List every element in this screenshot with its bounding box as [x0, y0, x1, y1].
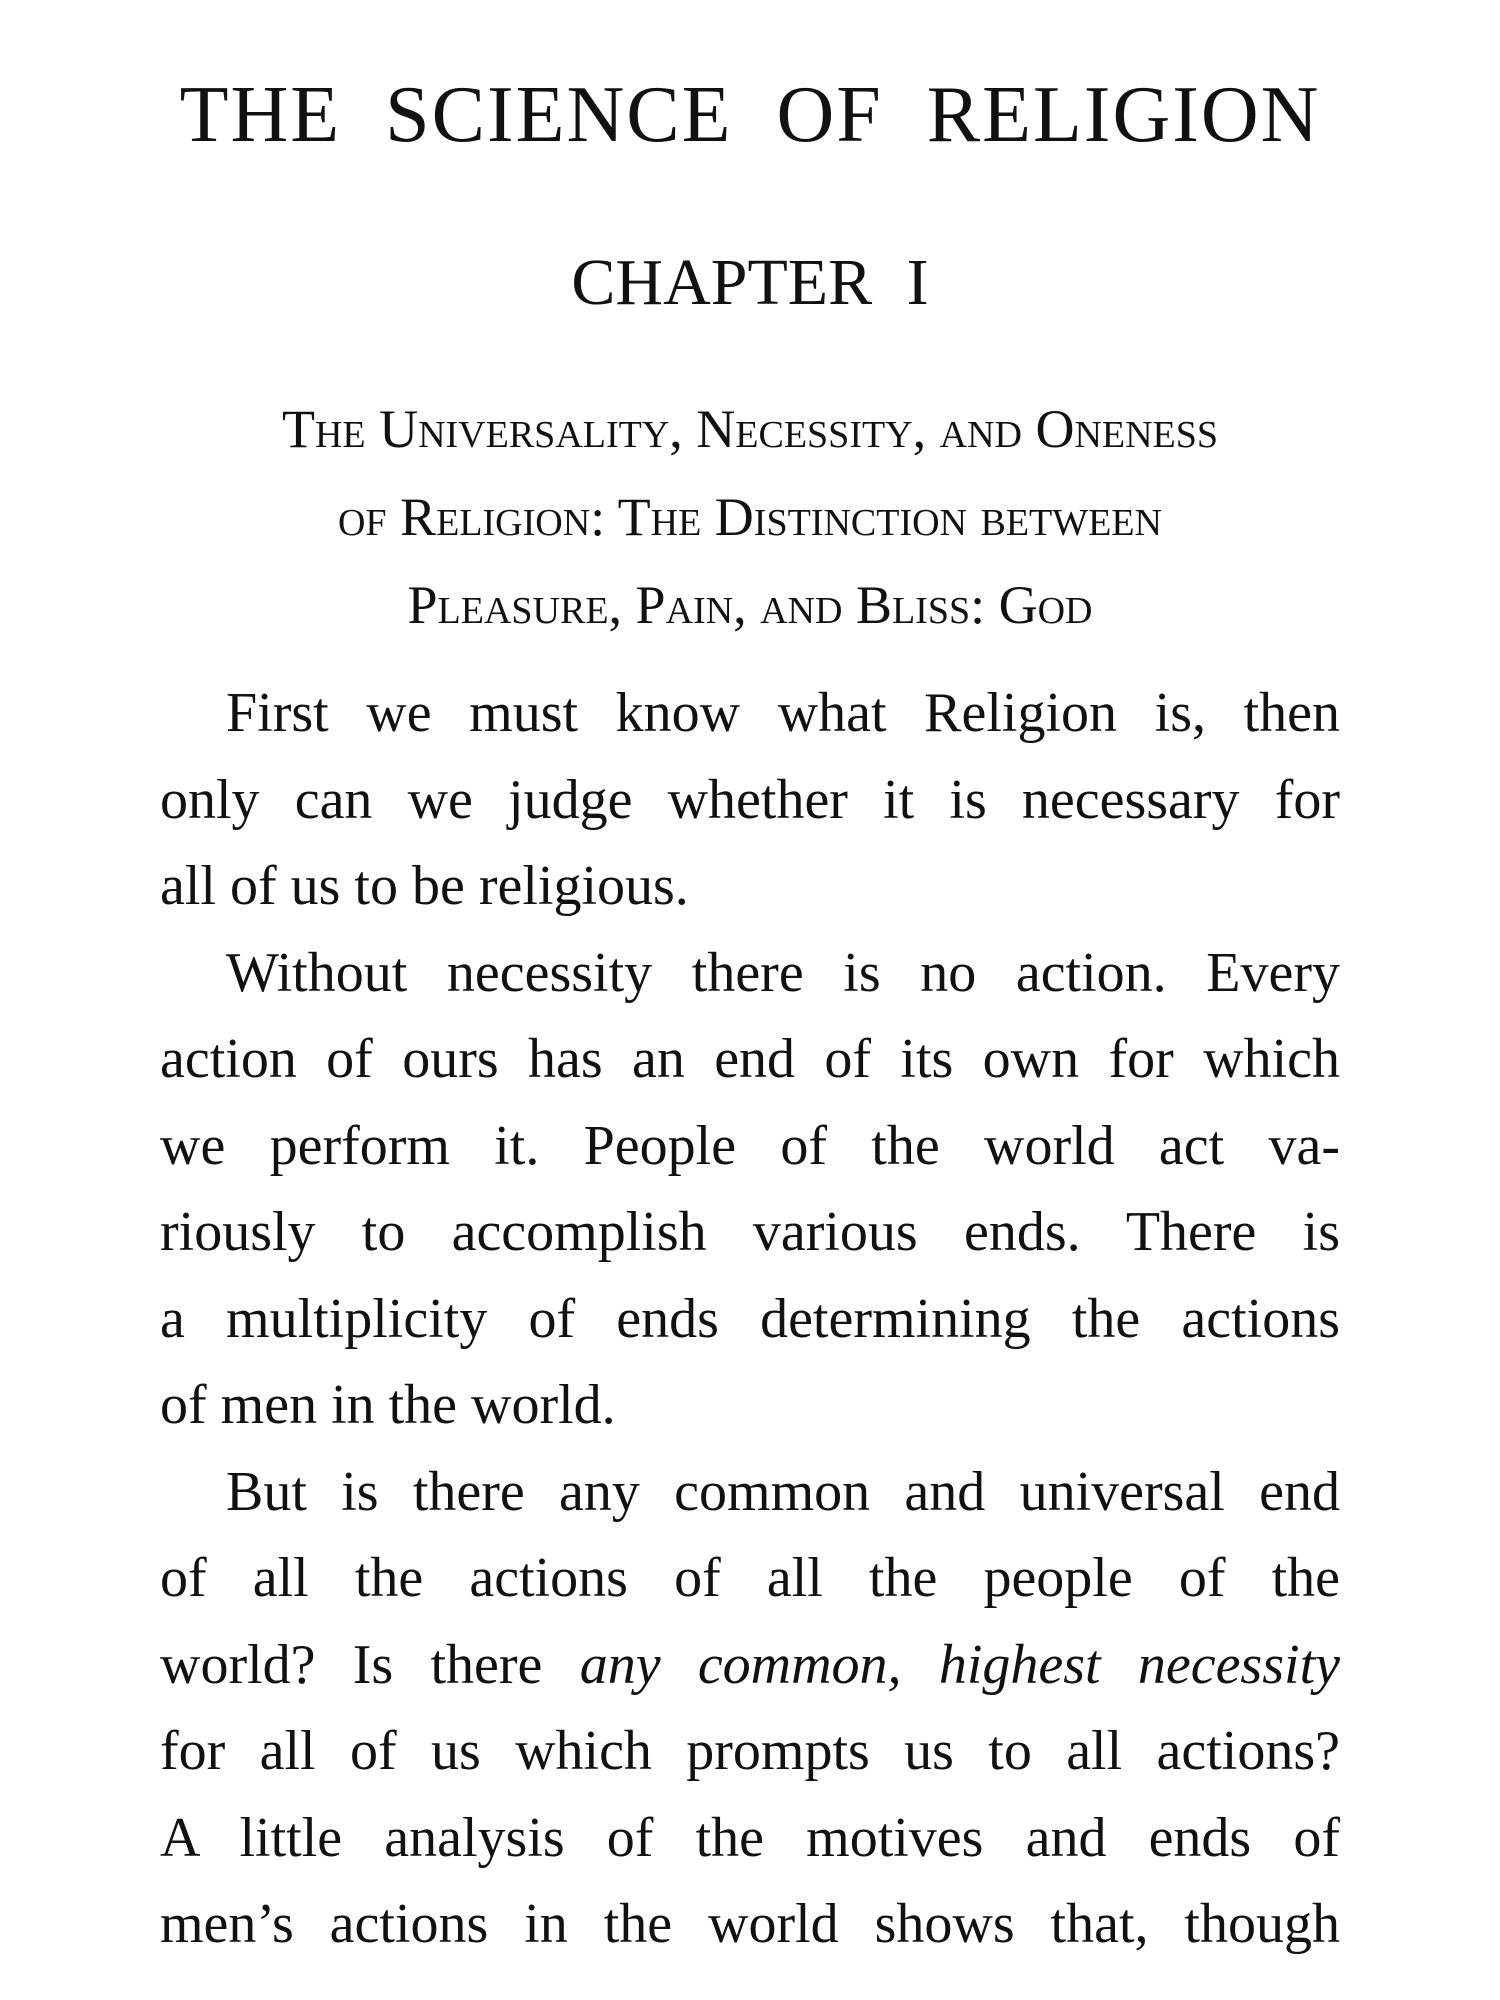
paragraph [160, 930, 1340, 1449]
emphasized-text: any common, highest necessity [579, 1633, 1340, 1696]
text-line: men’s actions in the world shows that, though [160, 1893, 1340, 1955]
text-line: A little analysis of the motives and ends of [160, 1806, 1340, 1869]
text-line [160, 1622, 1340, 1709]
text-line: Without necessity there is no action. Every [226, 941, 1340, 1004]
text-line: a multiplicity of ends determining the actions [160, 1287, 1340, 1350]
body-text [160, 670, 1340, 1968]
text-line: First we must know what Religion is, then [226, 682, 1340, 744]
text-line: we perform it. People of the world act va- [160, 1114, 1340, 1177]
text-line: But is there any common and universal end [226, 1460, 1340, 1523]
subtitle-line: The Universality, Necessity, and Oneness [281, 399, 1219, 459]
subtitle-line: Pleasure, Pain, and Bliss: God [407, 575, 1093, 635]
book-title: THE SCIENCE OF RELIGION [179, 71, 1321, 159]
text-line: of all the actions of all the people of the [160, 1547, 1340, 1609]
paragraph [160, 1449, 1340, 1968]
text-line: for all of us which prompts us to all actions? [160, 1720, 1340, 1782]
text-line: all of us to be religious. [160, 855, 689, 917]
text-line: action of ours has an end of its own for which [160, 1028, 1340, 1090]
paragraph [160, 670, 1340, 930]
text-line: only can we judge whether it is necessary for [160, 768, 1340, 831]
text-line: riously to accomplish various ends. There is [160, 1201, 1340, 1263]
chapter-subtitle [160, 385, 1340, 649]
chapter-heading: CHAPTER I [571, 246, 929, 319]
subtitle-line: of Religion: The Distinction between [337, 487, 1162, 547]
text-segment: world? Is there [160, 1633, 580, 1696]
text-line: of men in the world. [160, 1374, 616, 1436]
